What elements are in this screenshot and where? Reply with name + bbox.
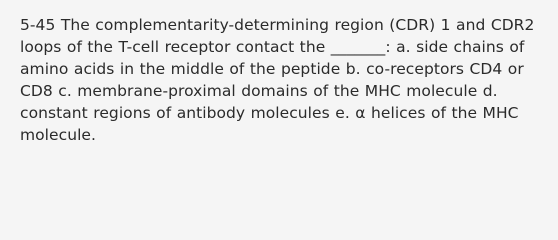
question-text: 5-45 The complementarity-determining region (CDR) 1 and CDR2 loops of the T-cell receptor contact the _______: a. side chains of amino acids in the middle of the peptide b. co-receptors CD4 or CD8 c. membrane-proximal domains of the MHC molecule d. constant regions of antibody molecules e. α helices of the MHC molecule. [20, 16, 535, 144]
